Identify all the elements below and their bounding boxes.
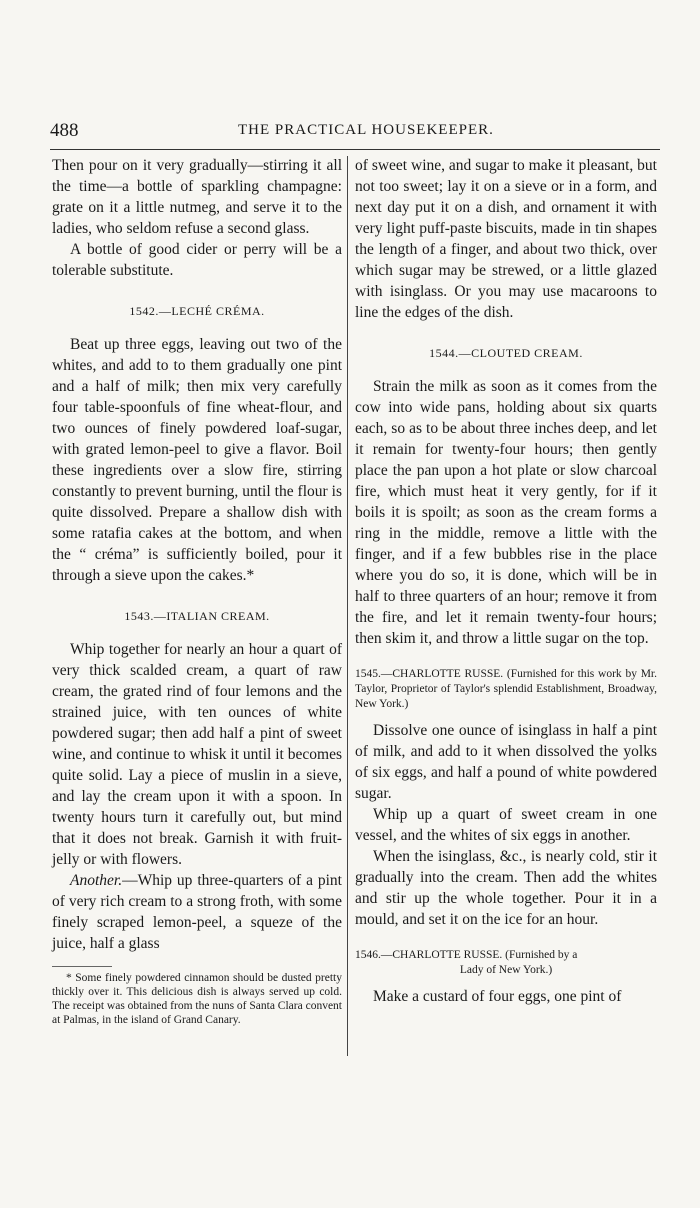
recipe-heading-1543: 1543.—ITALIAN CREAM. bbox=[124, 609, 270, 623]
recipe-heading-1544: 1544.—CLOUTED CREAM. bbox=[429, 346, 583, 360]
paragraph: of sweet wine, and sugar to make it pleasant, but not too sweet; lay it on a sieve or in a form, and next day put it on a dish, and ornament it with very light puff-paste biscuits, made in tin shapes the length of a finger, and about two thick, over which sugar may be strewed, or a little glazed with isinglass. Or you may use macaroons to line the edges of the dish. bbox=[355, 157, 657, 321]
page-number: 488 bbox=[50, 120, 79, 141]
recipe-heading-1546 bbox=[355, 948, 657, 978]
right-column bbox=[355, 155, 657, 1007]
recipe-text-1544: Strain the milk as soon as it comes from the cow into wide pans, holding about six quarts each, so as to be about three inches deep, and let it remain for twenty-four hours; then gently place the pan upon a hot plate or slow charcoal fire, which must heat it very gently, for if it boils it is spoilt; as soon as the cream forms a ring in the middle, remove a little with the finger, and if a few bubbles rise in the place where you do so, it is done, which will be in half to three quarters of an hour; remove it from the fire, and let it remain twenty-four hours; then skim it, and throw a little sugar on the top. bbox=[355, 378, 657, 647]
recipe-heading-1546-line2: Lady of New York.) bbox=[459, 964, 553, 976]
recipe-text-1546: Make a custard of four eggs, one pint of bbox=[373, 988, 622, 1005]
recipe-text-1542: Beat up three eggs, leaving out two of the whites, and add to to them gradually one pint and a half of milk; then mix very carefully four table-spoonfuls of fine wheat-flour, and two ounces of finely powdered loaf-sugar, with grated lemon-peel to give a flavor. Boil these ingredients over a slow fire, stirring constantly to prevent burning, until the flour is quite dissolved. Prepare a shallow dish with some ratafia cakes at the bottom, and when the “ créma” is sufficiently boiled, pour it through a sieve upon the cakes.* bbox=[52, 336, 342, 584]
footnote-rule bbox=[52, 966, 112, 967]
recipe-heading-1546-line1: 1546.—CHARLOTTE RUSSE. (Furnished by a bbox=[355, 949, 578, 961]
header-rule bbox=[50, 149, 660, 150]
paragraph: Then pour on it very gradually—stirring it all the time—a bottle of sparkling champagne: grate on it a little nutmeg, and serve it to the ladies, who seldom refuse a second glass. bbox=[52, 157, 342, 237]
variant-label: Another. bbox=[70, 872, 123, 889]
paragraph: A bottle of good cider or perry will be a tolerable substitute. bbox=[52, 241, 342, 279]
left-column bbox=[52, 155, 342, 1027]
recipe-variant bbox=[52, 870, 342, 954]
recipe-text-1545: Whip up a quart of sweet cream in one vessel, and the whites of six eggs in another. bbox=[355, 806, 657, 844]
recipe-heading-1545: 1545.—CHARLOTTE RUSSE. (Furnished for this work by Mr. Taylor, Proprietor of Taylor's splendid Establishment, Broadway, New York.) bbox=[355, 668, 657, 710]
page-header bbox=[0, 116, 700, 146]
recipe-heading-1542: 1542.—LECHÉ CRÉMA. bbox=[129, 304, 265, 318]
recipe-text-1545: When the isinglass, &c., is nearly cold, stir it gradually into the cream. Then add the whites and stir up the whole together. Pour it in a mould, and set it on the ice for an hour. bbox=[355, 848, 657, 928]
column-divider bbox=[347, 156, 348, 1056]
recipe-text-1545: Dissolve one ounce of isinglass in half a pint of milk, and add to it when dissolved the yolks of six eggs, and half a pound of white powdered sugar. bbox=[355, 722, 657, 802]
recipe-text-1543: Whip together for nearly an hour a quart of very thick scalded cream, a quart of raw cream, the grated rind of four lemons and the strained juice, with ten ounces of white powdered sugar; then add half a pint of sweet wine, and continue to whisk it until it becomes quite solid. Lay a piece of muslin in a sieve, and lay the cream upon it with a spoon. In twenty hours turn it carefully out, but mind that it does not break. Garnish it with fruit-jelly or with flowers. bbox=[52, 641, 342, 868]
running-title: THE PRACTICAL HOUSEKEEPER. bbox=[238, 122, 494, 138]
footnote: * Some finely powdered cinnamon should be dusted pretty thickly over it. This delicious dish is always served up cold. The receipt was obtained from the nuns of Santa Clara convent at Palmas, in the island of Grand Canary. bbox=[52, 972, 342, 1026]
variant-text: —Whip up three-quarters of a pint of very rich cream to a strong froth, with some finely scraped lemon-peel, a squeze of the juice, half a glass bbox=[52, 872, 342, 952]
